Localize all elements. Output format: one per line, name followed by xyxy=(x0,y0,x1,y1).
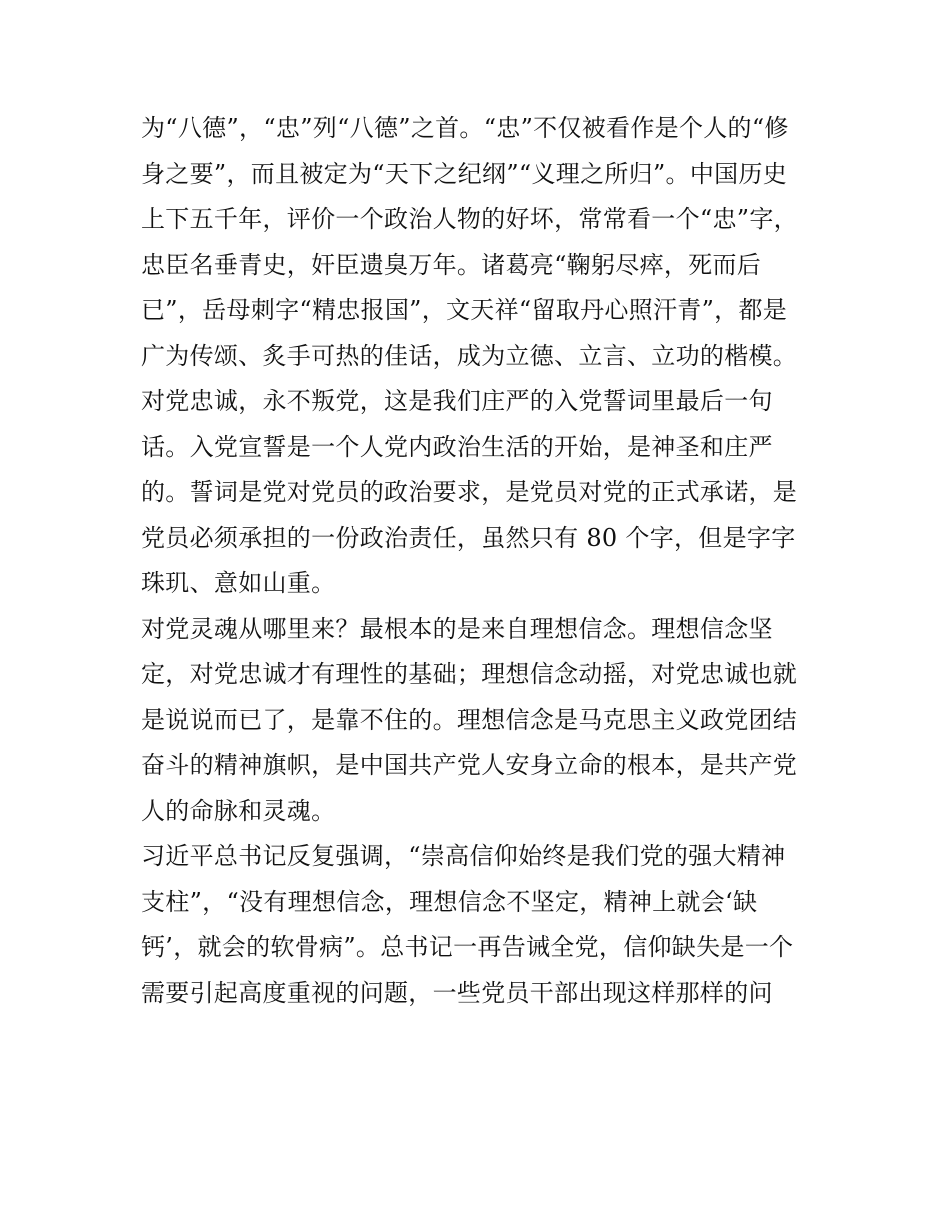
text-line: 为“八德”，“忠”列“八德”之首。“忠”不仅被看作是个人的“修 xyxy=(141,114,789,142)
body-text xyxy=(141,106,821,1016)
text-line: 钙’，就会的软骨病”。总书记一再告诫全党，信仰缺失是一个 xyxy=(141,933,794,961)
text-line: 习近平总书记反复强调，“崇高信仰始终是我们党的强大精神 xyxy=(141,842,786,870)
text-line: 对党灵魂从哪里来？最根本的是来自理想信念。理想信念坚 xyxy=(141,614,773,643)
text-line: 话。入党宣誓是一个人党内政治生活的开始，是神圣和庄严 xyxy=(141,432,773,461)
text-line: 人的命脉和灵魂。 xyxy=(141,796,336,825)
text-line: 的。誓词是党对党员的政治要求，是党员对党的正式承诺，是 xyxy=(141,478,798,506)
text-line: 党员必须承担的一份政治责任，虽然只有 80 个字，但是字字 xyxy=(141,523,796,552)
text-line: 奋斗的精神旗帜，是中国共产党人安身立命的根本，是共产党 xyxy=(141,751,798,779)
text-line: 上下五千年，评价一个政治人物的好坏，常常看一个“忠”字， xyxy=(141,205,798,233)
text-line: 定，对党忠诚才有理性的基础；理想信念动摇，对党忠诚也就 xyxy=(141,660,798,688)
text-line: 是说说而已了，是靠不住的。理想信念是马克思主义政党团结 xyxy=(141,705,798,734)
text-line: 已”，岳母刺字“精忠报国”，文天祥“留取丹心照汗青”，都是 xyxy=(141,296,788,324)
text-line: 忠臣名垂青史，奸臣遗臭万年。诸葛亮“鞠躬尽瘁，死而后 xyxy=(141,250,762,279)
text-line: 身之要”，而且被定为“天下之纪纲”“义理之所归”。中国历史 xyxy=(141,159,788,188)
text-line: 对党忠诚，永不叛党，这是我们庄严的入党誓词里最后一句 xyxy=(141,387,773,415)
text-line: 支柱”，“没有理想信念，理想信念不坚定，精神上就会‘缺 xyxy=(141,887,758,916)
text-line: 广为传颂、炙手可热的佳话，成为立德、立言、立功的楷模。 xyxy=(141,341,798,370)
text-line: 珠玑、意如山重。 xyxy=(141,569,336,597)
text-line: 需要引起高度重视的问题，一些党员干部出现这样那样的问 xyxy=(141,978,773,1007)
